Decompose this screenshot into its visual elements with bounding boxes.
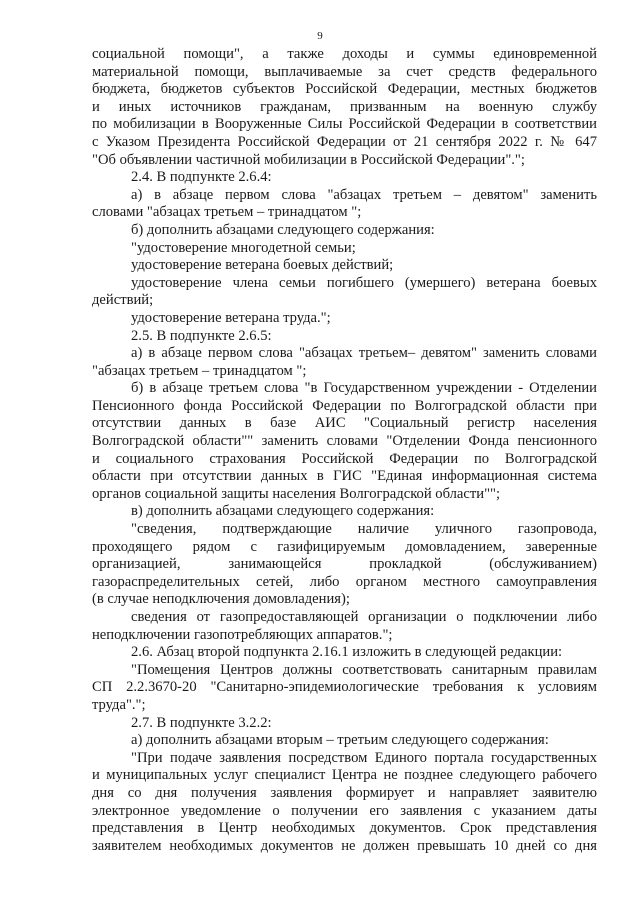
text-line: а) дополнить абзацами вторым – третьим следующего содержания: bbox=[131, 732, 549, 749]
text-line: и социального страхования Российской Федерации по Волгоградской bbox=[92, 450, 597, 467]
text-line: дня со дня получения заявления формирует и направляет заявителю bbox=[92, 784, 597, 801]
text-line: (в случае неподключения домовладения); bbox=[92, 591, 350, 608]
paragraph bbox=[92, 609, 597, 644]
paragraph bbox=[92, 275, 597, 310]
text-line: газораспределительных сетей, либо органом местного самоуправления bbox=[92, 573, 597, 590]
page-number: 9 bbox=[317, 30, 323, 42]
paragraph bbox=[92, 644, 597, 662]
text-line: по мобилизации в Вооруженные Силы Российской Федерации в соответствии bbox=[92, 116, 597, 133]
text-line: удостоверение ветерана боевых действий; bbox=[131, 257, 394, 274]
text-line: бюджета, бюджетов субъектов Российской Федерации, местных бюджетов bbox=[92, 81, 597, 98]
text-line: области при отсутствии данных в ГИС "Единая информационная система bbox=[92, 468, 597, 485]
paragraph bbox=[92, 222, 597, 240]
text-line: представления в Центр необходимых документов. Срок представления bbox=[92, 820, 597, 837]
text-line: СП 2.2.3670-20 "Санитарно-эпидемиологические требования к условиям bbox=[92, 679, 597, 696]
text-line: б) дополнить абзацами следующего содержания: bbox=[131, 221, 435, 238]
paragraph bbox=[92, 240, 597, 258]
paragraph bbox=[92, 715, 597, 733]
paragraph bbox=[92, 521, 597, 609]
text-line: и муниципальных услуг специалист Центра не позднее следующего рабочего bbox=[92, 767, 597, 784]
text-line: "сведения, подтверждающие наличие уличного газопровода, bbox=[131, 521, 597, 538]
text-line: социальной помощи", а также доходы и суммы единовременной bbox=[92, 46, 597, 62]
text-line: "Об объявлении частичной мобилизации в Российской Федерации"."; bbox=[92, 151, 525, 168]
text-line: органов социальной защиты населения Волгоградской области""; bbox=[92, 485, 501, 502]
paragraph bbox=[92, 46, 597, 169]
text-line: б) в абзаце третьем слова "в Государственном учреждении - Отделении bbox=[131, 380, 597, 397]
paragraph bbox=[92, 310, 597, 328]
text-line: а) в абзаце первом слова "абзацах третьем– девятом" заменить словами bbox=[131, 345, 597, 362]
text-line: проходящего рядом с газифицируемым домовладением, заверенные bbox=[92, 538, 597, 555]
text-line: электронное уведомление о получении его заявления с указанием даты bbox=[92, 802, 597, 819]
text-line: Пенсионного фонда Российской Федерации по Волгоградской области при bbox=[92, 397, 597, 414]
text-line: словами "абзацах третьем – тринадцатом "; bbox=[92, 204, 362, 221]
text-line: организацией, занимающейся прокладкой (обслуживанием) bbox=[92, 556, 597, 573]
text-line: труда"."; bbox=[92, 696, 146, 713]
paragraph bbox=[92, 328, 597, 346]
text-line: 2.6. Абзац второй подпункта 2.16.1 изложить в следующей редакции: bbox=[131, 644, 563, 661]
text-line: с Указом Президента Российской Федерации от 21 сентября 2022 г. № 647 bbox=[92, 133, 597, 150]
text-line: заявителем необходимых документов не должен превышать 10 дней со дня bbox=[92, 837, 597, 854]
text-line: "Помещения Центров должны соответствовать санитарным правилам bbox=[131, 661, 597, 678]
text-line: "удостоверение многодетной семьи; bbox=[131, 239, 356, 256]
paragraph bbox=[92, 380, 597, 503]
text-line: "абзацах третьем – тринадцатом "; bbox=[92, 362, 307, 379]
text-line: Волгоградской области"" заменить словами "Отделении Фонда пенсионного bbox=[92, 433, 597, 450]
paragraph bbox=[92, 503, 597, 521]
text-line: действий; bbox=[92, 292, 154, 309]
text-line: удостоверение члена семьи погибшего (умершего) ветерана боевых bbox=[131, 274, 597, 291]
text-line: 2.7. В подпункте 3.2.2: bbox=[131, 714, 272, 731]
text-line: 2.4. В подпункте 2.6.4: bbox=[131, 169, 272, 186]
text-line: "При подаче заявления посредством Единого портала государственных bbox=[131, 749, 597, 766]
text-line: материальной помощи, выплачиваемые за счет средств федерального bbox=[92, 63, 597, 80]
text-line: в) дополнить абзацами следующего содержания: bbox=[131, 503, 435, 520]
paragraph bbox=[92, 345, 597, 380]
paragraph bbox=[92, 662, 597, 715]
text-line: а) в абзаце первом слова "абзацах третьем – девятом" заменить bbox=[131, 186, 597, 203]
text-line: неподключении газопотребляющих аппаратов."; bbox=[92, 626, 393, 643]
text-line: и иных источников гражданам, призванным на военную службу bbox=[92, 98, 597, 115]
paragraph bbox=[92, 169, 597, 187]
paragraph bbox=[92, 732, 597, 750]
paragraph bbox=[92, 750, 597, 856]
text-line: отсутствии данных в базе АИС "Социальный регистр населения bbox=[92, 415, 597, 432]
text-line: удостоверение ветерана труда."; bbox=[131, 309, 331, 326]
paragraph bbox=[92, 257, 597, 275]
paragraph bbox=[92, 187, 597, 222]
text-line: 2.5. В подпункте 2.6.5: bbox=[131, 327, 272, 344]
text-line: сведения от газопредоставляющей организации о подключении либо bbox=[131, 609, 597, 625]
document-body bbox=[92, 46, 597, 855]
